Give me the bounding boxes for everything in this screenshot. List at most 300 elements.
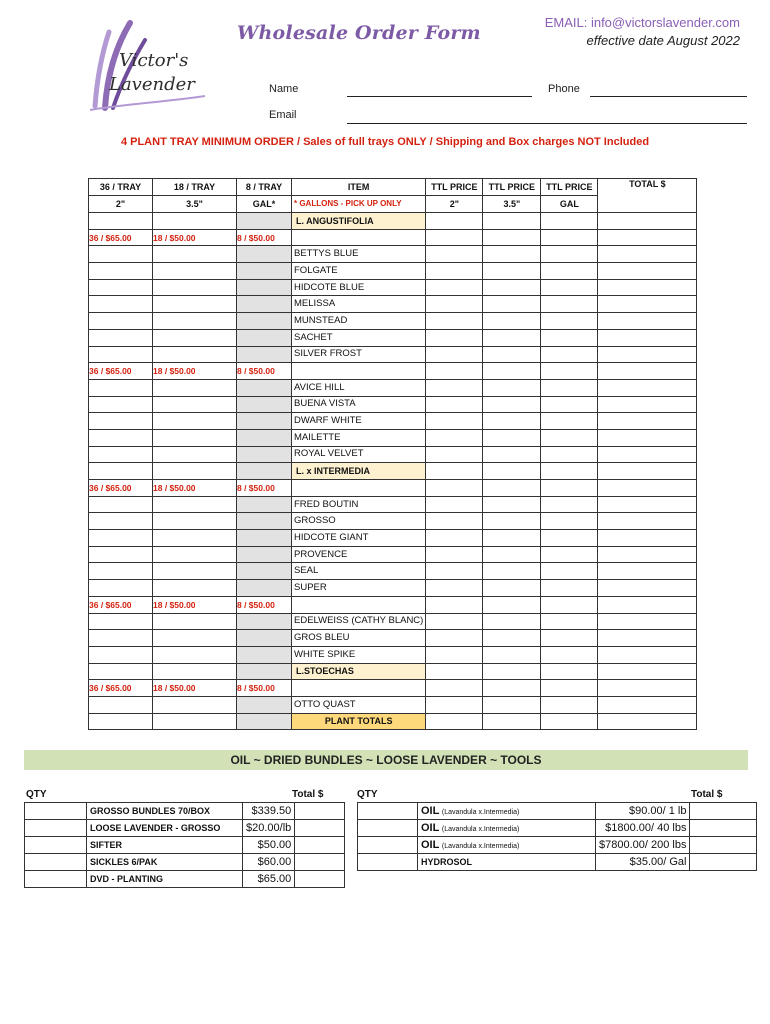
ttl-price-35-cell[interactable] [483,396,541,413]
total-cell[interactable] [598,580,697,597]
plant-total-cell[interactable] [541,713,598,730]
table-row [358,854,757,871]
qty-36-input[interactable] [89,530,153,547]
qty-36-input[interactable] [89,580,153,597]
total-cell[interactable] [598,296,697,313]
table-row [89,413,697,430]
qty-gal-input[interactable] [237,496,292,513]
qty-36-input[interactable] [89,263,153,280]
item-name: SUPER [292,580,426,597]
ttl-price-35-cell[interactable] [483,580,541,597]
ttl-price-gal-cell[interactable] [541,429,598,446]
qty-36-input[interactable] [89,329,153,346]
section-row [89,463,697,480]
qty-input[interactable] [358,803,418,820]
qty-input[interactable] [25,854,87,871]
total-cell[interactable] [295,871,345,888]
item-name: AVICE HILL [292,379,426,396]
phone-field[interactable] [590,96,747,97]
ttl-price-2-cell[interactable] [426,546,483,563]
ttl-price-2-cell[interactable] [426,429,483,446]
qty-input[interactable] [358,854,418,871]
section-row [89,663,697,680]
ttl-price-35-cell[interactable] [483,696,541,713]
qty-18-input[interactable] [153,313,237,330]
ttl-price-35-cell[interactable] [483,630,541,647]
product-name: OIL [421,822,440,834]
ttl-price-35-cell[interactable] [483,263,541,280]
empty-cell [426,213,483,230]
qty-18-input[interactable] [153,696,237,713]
ttl-price-35-cell[interactable] [483,346,541,363]
product-name: OIL [421,839,440,851]
col-head-36: 36 / TRAY [89,179,153,196]
plant-total-cell[interactable] [483,713,541,730]
qty-18-input[interactable] [153,279,237,296]
qty-18-input[interactable] [153,496,237,513]
product-name-cell [418,820,596,837]
col-sub-ttl-2: 2" [426,196,483,213]
form-title: Wholesale Order Form [237,22,481,44]
empty-cell [237,663,292,680]
qty-36-input[interactable] [89,279,153,296]
price-36-tray: 36 / $65.00 [89,680,153,697]
table-row [89,379,697,396]
price-18-tray: 18 / $50.00 [153,229,237,246]
table-row [89,296,697,313]
ttl-price-2-cell[interactable] [426,313,483,330]
price-18-tray: 18 / $50.00 [153,680,237,697]
total-cell[interactable] [690,803,757,820]
empty-cell [426,680,483,697]
total-cell[interactable] [295,837,345,854]
item-name: FOLGATE [292,263,426,280]
ttl-price-35-cell[interactable] [483,313,541,330]
qty-input[interactable] [25,871,87,888]
ttl-price-35-cell[interactable] [483,496,541,513]
qty-36-input[interactable] [89,296,153,313]
qty-gal-input[interactable] [237,580,292,597]
empty-cell [292,680,426,697]
table-row [358,803,757,820]
ttl-price-2-cell[interactable] [426,613,483,630]
ttl-price-35-cell[interactable] [483,646,541,663]
col-head-item: ITEM [292,179,426,196]
total-cell[interactable] [598,396,697,413]
ttl-price-2-cell[interactable] [426,513,483,530]
ttl-price-35-cell[interactable] [483,530,541,547]
total-cell[interactable] [598,630,697,647]
table-row [358,837,757,854]
ttl-price-35-cell[interactable] [483,279,541,296]
total-cell[interactable] [598,613,697,630]
col-head-8: 8 / TRAY [237,179,292,196]
qty-input[interactable] [358,820,418,837]
logo-text-lavender: Lavender [109,74,195,95]
ttl-price-gal-cell[interactable] [541,496,598,513]
item-name: GROS BLEU [292,630,426,647]
qty-36-input[interactable] [89,413,153,430]
ttl-price-gal-cell[interactable] [541,613,598,630]
table-row [89,346,697,363]
ttl-price-gal-cell[interactable] [541,313,598,330]
qty-input[interactable] [25,820,87,837]
effective-date: effective date August 2022 [586,33,740,48]
ttl-price-gal-cell[interactable] [541,696,598,713]
ttl-price-gal-cell[interactable] [541,630,598,647]
empty-cell [426,596,483,613]
col-sub-ttl-35: 3.5" [483,196,541,213]
table-row [25,820,345,837]
item-name: SILVER FROST [292,346,426,363]
empty-cell [153,463,237,480]
product-price: $20.00/lb [243,820,295,837]
item-name: SACHET [292,329,426,346]
qty-18-input[interactable] [153,546,237,563]
total-cell[interactable] [598,496,697,513]
price-row [89,363,697,380]
qty-gal-input[interactable] [237,313,292,330]
total-cell[interactable] [598,413,697,430]
item-name: BETTYS BLUE [292,246,426,263]
ttl-price-gal-cell[interactable] [541,296,598,313]
qty-gal-input[interactable] [237,246,292,263]
total-cell[interactable] [598,429,697,446]
qty-input[interactable] [358,837,418,854]
table-row [89,496,697,513]
ttl-price-2-cell[interactable] [426,630,483,647]
total-cell[interactable] [598,246,697,263]
empty-cell [541,229,598,246]
qty-gal-input[interactable] [237,396,292,413]
qty-36-input[interactable] [89,496,153,513]
item-name: EDELWEISS (CATHY BLANC) [292,613,426,630]
col-head-ttl-2: TTL PRICE [426,179,483,196]
qty-18-input[interactable] [153,613,237,630]
ttl-price-gal-cell[interactable] [541,396,598,413]
qty-36-input[interactable] [89,646,153,663]
qty-36-input[interactable] [89,313,153,330]
qty-36-input[interactable] [89,613,153,630]
oil-table [357,802,757,871]
qty-gal-input[interactable] [237,446,292,463]
qty-18-input[interactable] [153,329,237,346]
ttl-price-2-cell[interactable] [426,580,483,597]
ttl-price-2-cell[interactable] [426,396,483,413]
qty-18-input[interactable] [153,630,237,647]
ttl-price-35-cell[interactable] [483,446,541,463]
empty-cell [426,229,483,246]
table-row [89,563,697,580]
total-cell[interactable] [598,279,697,296]
total-cell[interactable] [690,837,757,854]
total-cell[interactable] [295,803,345,820]
table-row [89,446,697,463]
total-cell[interactable] [598,646,697,663]
ttl-price-2-cell[interactable] [426,379,483,396]
qty-18-input[interactable] [153,646,237,663]
total-cell[interactable] [690,854,757,871]
ttl-price-35-cell[interactable] [483,546,541,563]
oil-section-banner: OIL ~ DRIED BUNDLES ~ LOOSE LAVENDER ~ TOOLS [24,750,748,770]
qty-18-input[interactable] [153,413,237,430]
total-cell[interactable] [295,820,345,837]
qty-18-input[interactable] [153,563,237,580]
ttl-price-gal-cell[interactable] [541,563,598,580]
qty-18-input[interactable] [153,429,237,446]
ttl-price-gal-cell[interactable] [541,446,598,463]
total-cell[interactable] [598,530,697,547]
qty-gal-input[interactable] [237,296,292,313]
product-name: GROSSO BUNDLES 70/BOX [87,803,243,820]
ttl-price-2-cell[interactable] [426,279,483,296]
qty-36-input[interactable] [89,246,153,263]
table-row [89,630,697,647]
empty-cell [426,663,483,680]
ttl-price-gal-cell[interactable] [541,646,598,663]
table-row [89,546,697,563]
ttl-price-gal-cell[interactable] [541,530,598,547]
price-36-tray: 36 / $65.00 [89,363,153,380]
ttl-price-gal-cell[interactable] [541,329,598,346]
price-18-tray: 18 / $50.00 [153,596,237,613]
qty-36-input[interactable] [89,379,153,396]
empty-cell [541,663,598,680]
product-name-cell [418,803,596,820]
total-cell[interactable] [598,546,697,563]
ttl-price-gal-cell[interactable] [541,379,598,396]
empty-cell [237,713,292,730]
qty-18-input[interactable] [153,513,237,530]
ttl-price-gal-cell[interactable] [541,413,598,430]
ttl-price-2-cell[interactable] [426,646,483,663]
product-name-cell [418,854,596,871]
qty-18-input[interactable] [153,396,237,413]
qty-gal-input[interactable] [237,530,292,547]
qty-input[interactable] [25,837,87,854]
table-row [89,313,697,330]
total-cell[interactable] [598,329,697,346]
ttl-price-gal-cell[interactable] [541,346,598,363]
price-8-tray: 8 / $50.00 [237,596,292,613]
qty-gal-input[interactable] [237,563,292,580]
table-row [89,530,697,547]
product-price: $35.00/ Gal [596,854,690,871]
qty-36-input[interactable] [89,563,153,580]
victors-lavender-logo [85,18,215,113]
qty-gal-input[interactable] [237,546,292,563]
table-row [89,580,697,597]
table-row [25,837,345,854]
ttl-price-2-cell[interactable] [426,696,483,713]
col-sub-2: 2" [89,196,153,213]
ttl-price-35-cell[interactable] [483,613,541,630]
ttl-price-2-cell[interactable] [426,530,483,547]
product-price: $50.00 [243,837,295,854]
section-header: L. ANGUSTIFOLIA [292,213,426,230]
logo-text-victors: Victor's [119,50,189,71]
ttl-price-35-cell[interactable] [483,429,541,446]
bundles-table [24,802,345,888]
product-name: OIL [421,805,440,817]
price-8-tray: 8 / $50.00 [237,680,292,697]
product-name: SICKLES 6/PAK [87,854,243,871]
empty-cell [483,463,541,480]
table-row [25,803,345,820]
price-8-tray: 8 / $50.00 [237,363,292,380]
ttl-price-2-cell[interactable] [426,413,483,430]
total-cell[interactable] [598,446,697,463]
plant-total-cell[interactable] [426,713,483,730]
header-row-1 [89,179,697,196]
qty-gal-input[interactable] [237,346,292,363]
order-policy: 4 PLANT TRAY MINIMUM ORDER / Sales of full trays ONLY / Shipping and Box charges NOT Included [120,136,650,148]
ttl-price-2-cell[interactable] [426,329,483,346]
total-cell[interactable] [295,854,345,871]
qty-36-input[interactable] [89,346,153,363]
col-head-ttl-35: TTL PRICE [483,179,541,196]
qty-36-input[interactable] [89,630,153,647]
name-label: Name [269,83,299,95]
item-name: OTTO QUAST [292,696,426,713]
gallons-note: * GALLONS - PICK UP ONLY [292,196,426,213]
qty-36-input[interactable] [89,546,153,563]
qty-36-input[interactable] [89,396,153,413]
plant-totals-row [89,713,697,730]
price-36-tray: 36 / $65.00 [89,229,153,246]
empty-cell [483,363,541,380]
product-price: $339.50 [243,803,295,820]
item-name: BUENA VISTA [292,396,426,413]
total-cell[interactable] [598,696,697,713]
plant-order-table [88,178,697,730]
qty-input[interactable] [25,803,87,820]
empty-cell [598,463,697,480]
ttl-price-gal-cell[interactable] [541,279,598,296]
qty-18-input[interactable] [153,263,237,280]
item-name: ROYAL VELVET [292,446,426,463]
total-cell[interactable] [598,563,697,580]
table-row [25,871,345,888]
empty-cell [541,363,598,380]
table-row [89,279,697,296]
qty-gal-input[interactable] [237,329,292,346]
product-latin-name: (Lavandula x.Intermedia) [441,843,520,850]
qty-gal-input[interactable] [237,413,292,430]
item-name: WHITE SPIKE [292,646,426,663]
empty-cell [426,463,483,480]
qty-gal-input[interactable] [237,630,292,647]
ttl-price-2-cell[interactable] [426,263,483,280]
qty-36-input[interactable] [89,513,153,530]
qty-gal-input[interactable] [237,379,292,396]
empty-cell [598,480,697,497]
qty-18-input[interactable] [153,530,237,547]
ttl-price-2-cell[interactable] [426,246,483,263]
qty-36-input[interactable] [89,446,153,463]
product-price: $65.00 [243,871,295,888]
empty-cell [598,680,697,697]
qty-gal-input[interactable] [237,513,292,530]
table-row [89,246,697,263]
price-8-tray: 8 / $50.00 [237,480,292,497]
qty-18-input[interactable] [153,446,237,463]
table-row [89,513,697,530]
total-cell[interactable] [598,313,697,330]
qty-gal-input[interactable] [237,646,292,663]
ttl-price-35-cell[interactable] [483,329,541,346]
item-name: SEAL [292,563,426,580]
ttl-price-2-cell[interactable] [426,446,483,463]
ttl-price-35-cell[interactable] [483,413,541,430]
qty-18-input[interactable] [153,296,237,313]
total-cell[interactable] [598,513,697,530]
total-cell[interactable] [598,379,697,396]
product-latin-name: (Lavandula x.Intermedia) [441,826,520,833]
ttl-price-35-cell[interactable] [483,296,541,313]
col-sub-ttl-gal: GAL [541,196,598,213]
total-cell[interactable] [690,820,757,837]
plant-total-cell[interactable] [598,713,697,730]
empty-cell [292,229,426,246]
ttl-price-2-cell[interactable] [426,296,483,313]
empty-cell [541,596,598,613]
name-field[interactable] [347,96,532,97]
qty-gal-input[interactable] [237,263,292,280]
contact-email: EMAIL: info@victorslavender.com [544,15,740,30]
qty-gal-input[interactable] [237,696,292,713]
qty-18-input[interactable] [153,379,237,396]
product-price: $90.00/ 1 lb [596,803,690,820]
ttl-price-35-cell[interactable] [483,513,541,530]
col-head-ttl-gal: TTL PRICE [541,179,598,196]
ttl-price-35-cell[interactable] [483,246,541,263]
ttl-price-gal-cell[interactable] [541,263,598,280]
ttl-price-gal-cell[interactable] [541,580,598,597]
product-name: LOOSE LAVENDER - GROSSO [87,820,243,837]
ttl-price-gal-cell[interactable] [541,546,598,563]
qty-36-input[interactable] [89,429,153,446]
qty-18-input[interactable] [153,246,237,263]
ttl-price-2-cell[interactable] [426,496,483,513]
total-cell[interactable] [598,263,697,280]
qty-gal-input[interactable] [237,429,292,446]
price-row [89,596,697,613]
qty-gal-input[interactable] [237,613,292,630]
empty-cell [483,229,541,246]
phone-label: Phone [548,83,580,95]
product-name: SIFTER [87,837,243,854]
ttl-price-2-cell[interactable] [426,346,483,363]
empty-cell [598,363,697,380]
ttl-price-35-cell[interactable] [483,563,541,580]
qty-36-input[interactable] [89,696,153,713]
ttl-price-gal-cell[interactable] [541,246,598,263]
empty-cell [89,213,153,230]
total-cell[interactable] [598,346,697,363]
ttl-price-2-cell[interactable] [426,563,483,580]
qty-gal-input[interactable] [237,279,292,296]
ttl-price-35-cell[interactable] [483,379,541,396]
qty-18-input[interactable] [153,346,237,363]
section-header: L. x INTERMEDIA [292,463,426,480]
product-name-cell [418,837,596,854]
qty-18-input[interactable] [153,580,237,597]
item-name: HIDCOTE GIANT [292,530,426,547]
ttl-price-gal-cell[interactable] [541,513,598,530]
email-field[interactable] [347,123,747,124]
empty-cell [541,680,598,697]
